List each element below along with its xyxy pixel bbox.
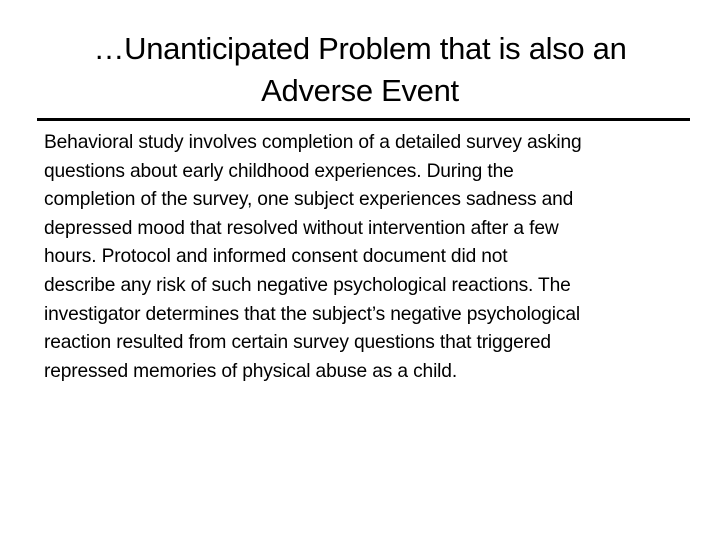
slide-title-line: Adverse Event — [261, 73, 459, 108]
body-line: describe any risk of such negative psychological reactions. The — [44, 274, 571, 296]
slide-body-text — [44, 129, 694, 386]
body-line: reaction resulted from certain survey questions that triggered — [44, 332, 551, 354]
body-line: Behavioral study involves completion of a detailed survey asking — [44, 132, 582, 153]
slide-title-line: …Unanticipated Problem that is also an — [93, 31, 627, 66]
body-line: questions about early childhood experiences. During the — [44, 160, 514, 182]
title-divider — [37, 118, 690, 121]
body-line: depressed mood that resolved without intervention after a few — [44, 217, 559, 239]
body-line: hours. Protocol and informed consent document did not — [44, 246, 508, 268]
body-line: repressed memories of physical abuse as a child. — [44, 360, 457, 382]
slide-title — [20, 28, 700, 112]
body-line: completion of the survey, one subject experiences sadness and — [44, 189, 574, 211]
body-line: investigator determines that the subject’s negative psychological — [44, 303, 580, 325]
